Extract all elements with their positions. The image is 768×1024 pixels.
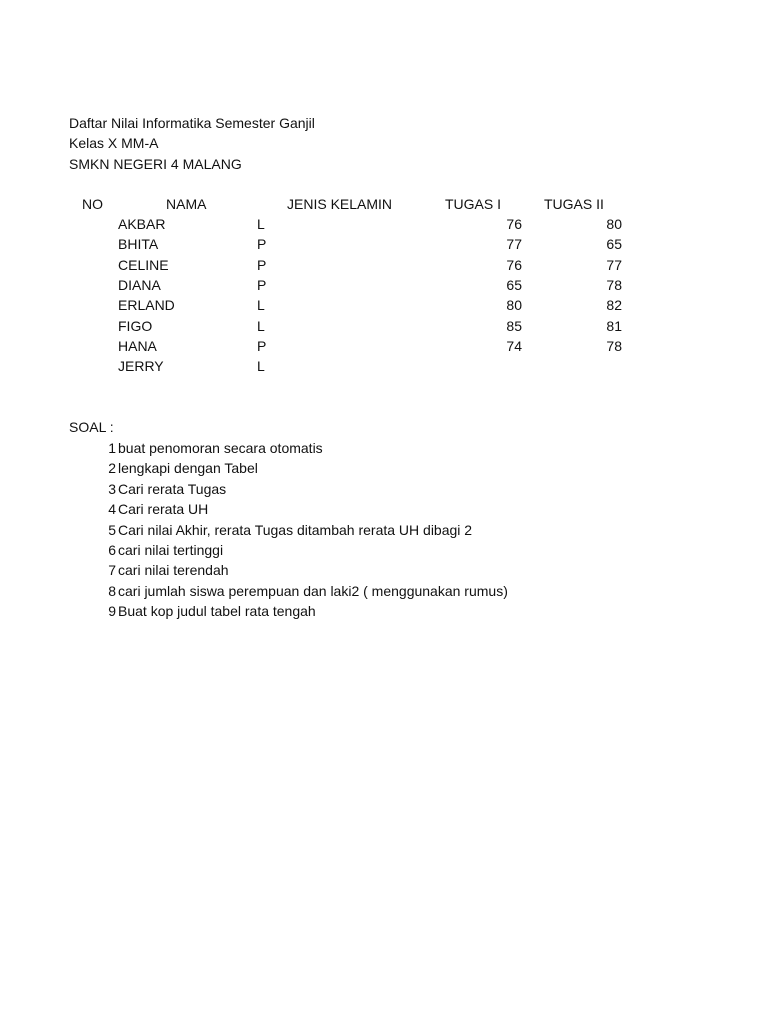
student-gender: P [257,257,267,273]
student-gender: P [257,236,267,252]
tugas-2-score: 65 [606,236,622,252]
soal-text: cari nilai tertinggi [118,542,224,558]
tugas-1-score: 76 [506,216,522,232]
soal-number: 8 [108,583,116,599]
soal-text: buat penomoran secara otomatis [118,440,323,456]
school-label: SMKN NEGERI 4 MALANG [69,156,242,172]
list-item [0,439,768,459]
soal-number: 2 [108,460,116,476]
student-name: BHITA [118,236,159,252]
soal-number: 1 [108,440,116,456]
list-item [0,602,768,622]
student-name: FIGO [118,318,153,334]
student-gender: P [257,338,267,354]
table-row [0,317,768,337]
soal-label: SOAL : [69,419,114,435]
student-gender: L [257,318,265,334]
table-row [0,296,768,316]
soal-text: cari jumlah siswa perempuan dan laki2 ( menggunakan rumus) [118,583,508,599]
class-label: Kelas X MM-A [69,135,159,151]
list-item [0,561,768,581]
soal-number: 5 [108,522,116,538]
student-gender: P [257,277,267,293]
tugas-1-score: 80 [506,297,522,313]
tugas-2-score: 77 [606,257,622,273]
soal-text: Cari rerata Tugas [118,481,227,497]
soal-text: Buat kop judul tabel rata tengah [118,603,316,619]
table-row [0,337,768,357]
tugas-2-score: 80 [606,216,622,232]
column-header-nama: NAMA [166,196,207,212]
student-name: JERRY [118,358,164,374]
tugas-2-score: 82 [606,297,622,313]
tugas-2-score: 78 [606,277,622,293]
soal-number: 9 [108,603,116,619]
tugas-1-score: 76 [506,257,522,273]
student-gender: L [257,216,265,232]
soal-text: Cari rerata UH [118,501,209,517]
soal-text: lengkapi dengan Tabel [118,460,258,476]
tugas-2-score: 81 [606,318,622,334]
soal-number: 4 [108,501,116,517]
table-row [0,215,768,235]
tugas-1-score: 74 [506,338,522,354]
soal-number: 6 [108,542,116,558]
list-item [0,459,768,479]
student-name: AKBAR [118,216,166,232]
tugas-1-score: 65 [506,277,522,293]
column-header-tugas-1: TUGAS I [445,196,502,212]
student-name: CELINE [118,257,169,273]
soal-text: Cari nilai Akhir, rerata Tugas ditambah rerata UH dibagi 2 [118,522,473,538]
list-item [0,500,768,520]
table-row [0,357,768,377]
student-gender: L [257,358,265,374]
column-header-jenis-kelamin: JENIS KELAMIN [287,196,393,212]
soal-text: cari nilai terendah [118,562,229,578]
soal-number: 3 [108,481,116,497]
tugas-1-score: 85 [506,318,522,334]
table-row [0,276,768,296]
student-name: ERLAND [118,297,175,313]
student-name: DIANA [118,277,161,293]
student-name: HANA [118,338,157,354]
student-gender: L [257,297,265,313]
column-header-no: NO [82,196,103,212]
list-item [0,582,768,602]
table-row [0,235,768,255]
table-row [0,256,768,276]
soal-number: 7 [108,562,116,578]
tugas-2-score: 78 [606,338,622,354]
list-item [0,521,768,541]
list-item [0,480,768,500]
column-header-tugas-2: TUGAS II [544,196,604,212]
tugas-1-score: 77 [506,236,522,252]
document-title: Daftar Nilai Informatika Semester Ganjil [69,115,315,131]
list-item [0,541,768,561]
